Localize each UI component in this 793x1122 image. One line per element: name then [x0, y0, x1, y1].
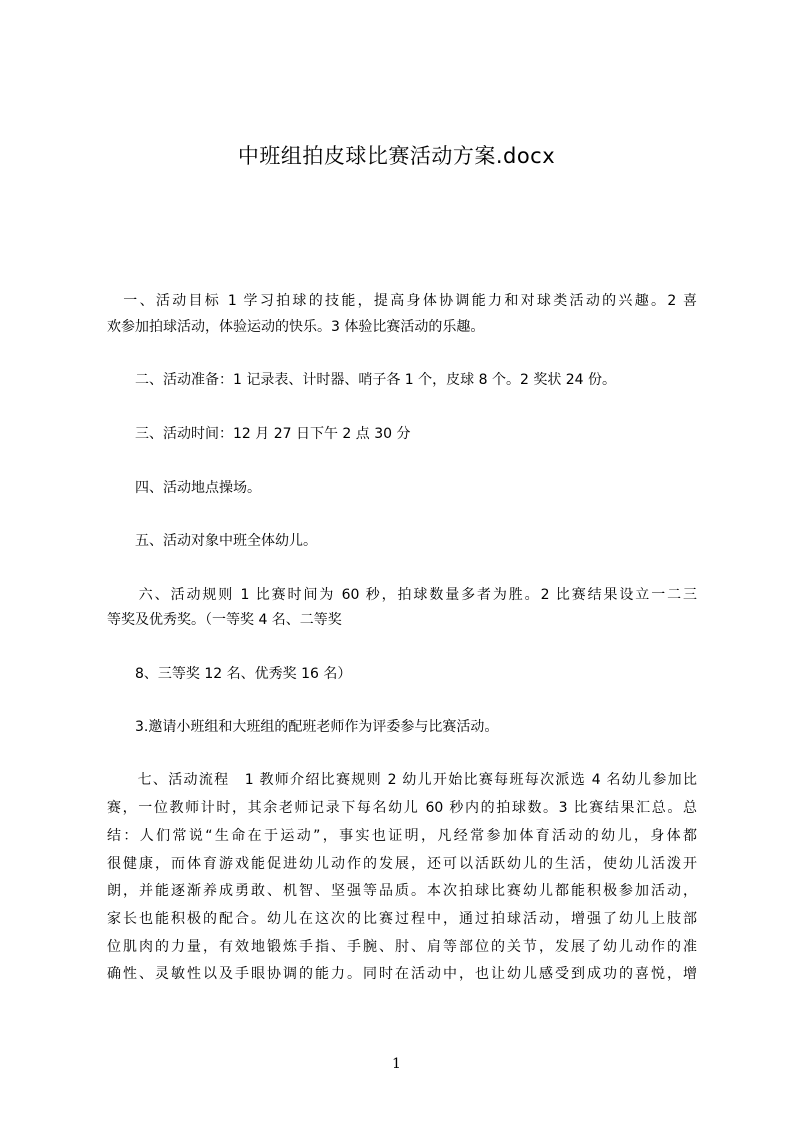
- document-title: 中班组拍皮球比赛活动方案.docx: [237, 144, 556, 168]
- process-line-2: 赛，一位教师计时，其余老师记录下每名幼儿 60 秒内的拍球数。3 比赛结果汇总。总: [107, 800, 697, 816]
- time-line: 三、活动时间：12 月 27 日下午 2 点 30 分: [107, 426, 411, 442]
- preparation-line: 二、活动准备：1 记录表、计时器、哨子各 1 个，皮球 8 个。2 奖状 24 份。: [107, 372, 617, 388]
- rules-line-2: 等奖及优秀奖。（一等奖 4 名、二等奖: [107, 612, 342, 628]
- goals-line-1: 一、活动目标 1 学习拍球的技能，提高身体协调能力和对球类活动的兴趣。2 喜: [107, 293, 697, 309]
- participants-line: 五、活动对象中班全体幼儿。: [107, 533, 317, 549]
- location-line: 四、活动地点操场。: [107, 480, 261, 496]
- process-line-8: 确性、灵敏性以及手眼协调的能力。同时在活动中，也让幼儿感受到成功的喜悦，增: [107, 966, 697, 982]
- process-line-6: 家长也能积极的配合。幼儿在这次的比赛过程中，通过拍球活动，增强了幼儿上肢部: [107, 911, 697, 927]
- goals-line-2: 欢参加拍球活动，体验运动的快乐。3 体验比赛活动的乐趣。: [107, 319, 485, 335]
- process-line-5: 朗，并能逐渐养成勇敢、机智、坚强等品质。本次拍球比赛幼儿都能积极参加活动，: [107, 883, 697, 899]
- process-line-7: 位肌肉的力量，有效地锻炼手指、手腕、肘、肩等部位的关节，发展了幼儿动作的准: [107, 939, 697, 955]
- rules-line-3: 8、三等奖 12 名、优秀奖 16 名）: [107, 666, 352, 682]
- process-line-3: 结：人们常说“生命在于运动”，事实也证明，凡经常参加体育活动的幼儿，身体都: [107, 828, 697, 844]
- process-line-4: 很健康，而体育游戏能促进幼儿动作的发展，还可以活跃幼儿的生活，使幼儿活泼开: [107, 856, 697, 872]
- page-number: 1: [392, 1056, 401, 1072]
- process-line-1: 七、活动流程 1 教师介绍比赛规则 2 幼儿开始比赛每班每次派选 4 名幼儿参加比: [107, 772, 697, 788]
- rules-line-4: 3.邀请小班组和大班组的配班老师作为评委参与比赛活动。: [107, 719, 499, 735]
- rules-line-1: 六、活动规则 1 比赛时间为 60 秒，拍球数量多者为胜。2 比赛结果设立一二三: [107, 587, 697, 603]
